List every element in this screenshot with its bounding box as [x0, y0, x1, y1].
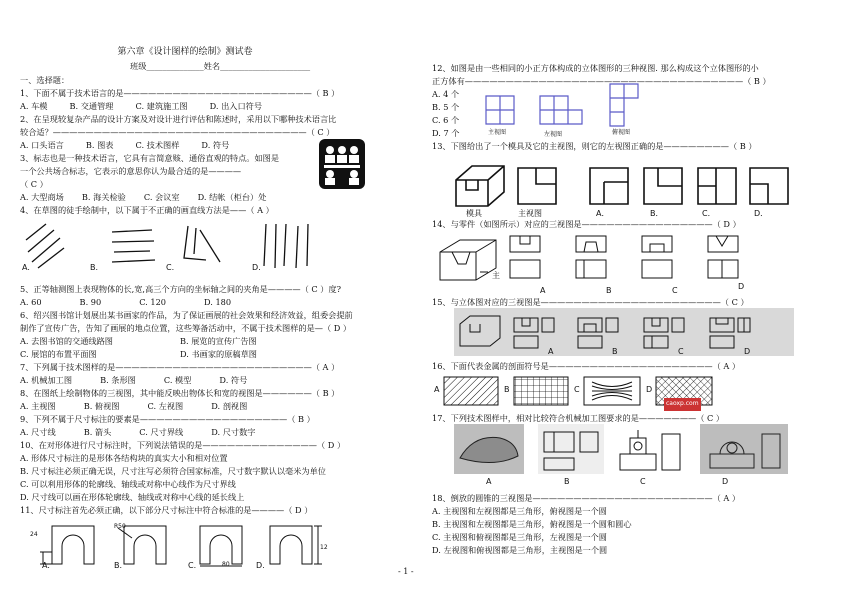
q15-label-c: C: [678, 347, 684, 356]
page-title: 第六章《设计图样的绘制》测试卷: [117, 47, 253, 57]
q14-label-d: D: [738, 282, 745, 291]
q2-options: [20, 139, 229, 152]
q16-watermark: caoxp.com: [664, 398, 701, 411]
question-17: 17、下列技术图样中，相对比较符合机械加工图要求的是———————（ C ）: [432, 413, 725, 423]
question-10: 10、在对形体进行尺寸标注时，下列说法错误的是——————————————（ D ）: [20, 440, 346, 450]
q18-option-d: D. 左视图和俯视图都是三角形，主视图是一个圆: [432, 545, 608, 555]
q5-option-d: D. 180: [204, 297, 232, 307]
q4-label-b: B.: [90, 263, 99, 272]
q4-sketch-figures: [20, 218, 340, 276]
q7-option-d: D. 符号: [219, 375, 248, 385]
q5-option-a: A. 60: [20, 297, 42, 307]
q1-option-c: C. 建筑施工图: [135, 101, 188, 111]
q1-option-a: A. 车模: [20, 101, 48, 111]
q13-option-c: [698, 168, 736, 204]
q10-option-c: C. 可以利用形体的轮廓线、轴线或对称中心线作为尺寸界线: [20, 479, 236, 489]
q11-figure-c: [200, 526, 242, 564]
q9-option-c: C. 尺寸界线: [139, 427, 184, 437]
q8-option-a: A. 主视图: [20, 401, 56, 411]
q7-option-a: A. 机械加工图: [20, 375, 73, 385]
q12-side-view: [540, 96, 582, 124]
q15-label-b: B: [612, 347, 618, 356]
q16-label-c: C: [574, 385, 580, 394]
q15-label-d: D: [744, 347, 751, 356]
q13-label-d: D．: [754, 209, 769, 218]
q16-pattern-b: [514, 377, 568, 405]
question-3-line2: 一个公共场合标志，它表示的意思你认为最合适的是————: [20, 166, 242, 176]
q12-option-d: D. 7 个: [432, 128, 460, 138]
q6-options-1: [20, 335, 257, 348]
q11-label-d: D.: [256, 561, 265, 570]
q4-figure-a: [26, 224, 64, 268]
q4-figure-b: [112, 230, 155, 262]
question-16: 16、下面代表金属的剖面符号是————————————————————（ A ）: [432, 361, 741, 371]
q1-option-d: D. 出入口符号: [209, 101, 263, 111]
q6-option-c: C. 展馆的布置平面图: [20, 349, 97, 359]
question-1: 1、下面不属于技术语言的是———————————————————————（ B ）: [20, 88, 340, 98]
question-18: 18、倒放的圆锥的三视图是——————————————————————（ A ）: [432, 493, 741, 503]
question-8: 8、在图纸上绘制物体的三视图，其中能反映出物体长和宽的视图是——————（ B ）: [20, 388, 340, 398]
q11-figure-a: [52, 526, 94, 564]
q9-option-d: D. 尺寸数字: [211, 427, 256, 437]
q17-label-d: D: [722, 477, 729, 486]
question-6-line1: 6、绍兴图书馆计划展出某书画家的作品，为了保证画展的社会效果和经济效益，组委会提前: [20, 310, 353, 320]
q11-dim-a: 24: [30, 531, 38, 538]
question-3-line3: （ C ）: [20, 179, 48, 189]
q5-option-b: B. 90: [79, 297, 102, 307]
q13-label-front: 主视图: [518, 209, 542, 218]
q8-option-c: C. 左视图: [147, 401, 184, 411]
q12-option-b: B. 5 个: [432, 102, 460, 112]
q14-option-b: [576, 236, 606, 278]
q14-part: [440, 240, 496, 280]
q7-options: [20, 374, 247, 387]
q11-figure-b: [124, 526, 166, 564]
q18-option-c: C. 主视图和俯视图都是三角形，左视图是一个圆: [432, 532, 607, 542]
q8-option-b: B. 俯视图: [83, 401, 120, 411]
q11-dimension-figures: [32, 516, 332, 568]
q12-label-top: 俯视图: [612, 129, 631, 136]
q3-option-c: C. 会议室: [143, 192, 180, 202]
q16-label-a: A: [434, 385, 440, 394]
question-5: 5、正等轴测图上表现物体的长,宽,高三个方向的坐标轴之间的夹角是————（ C ）度?: [20, 284, 342, 294]
q3-option-a: A. 大型商场: [20, 192, 64, 202]
q6-options-2: [20, 348, 257, 361]
q12-option-a: A. 4 个: [432, 89, 460, 99]
q13-label-c: C．: [702, 209, 716, 218]
q11-dim-d: 12: [320, 544, 328, 551]
q4-label-d: D.: [252, 263, 261, 272]
q18-option-a: A. 主视图和左视图都是三角形，俯视图是一个圆: [432, 506, 607, 516]
q12-top-view: [610, 84, 638, 126]
q11-label-b: B.: [114, 561, 123, 570]
q14-label-a: A: [540, 286, 546, 295]
q10-option-b: B. 尺寸标注必须正确无误，尺寸注写必须符合国家标准，尺寸数字默认以毫米为单位: [20, 466, 326, 476]
q14-label-c: C: [672, 286, 678, 295]
q4-label-a: A.: [22, 263, 30, 272]
q8-options: [20, 400, 247, 413]
q11-dim-c: 80: [222, 561, 230, 568]
q7-option-b: B. 条形图: [100, 375, 136, 385]
q5-option-c: C. 120: [139, 297, 166, 307]
q6-option-b: B. 展览的宣传广告图: [180, 336, 257, 346]
q2-option-b: B. 图表: [85, 140, 114, 150]
question-2-line1: 2、在呈现较复杂产品的设计方案及对设计进行评估和陈述时，采用以下哪种技术语言比: [20, 114, 337, 124]
q1-option-b: B. 交通管理: [69, 101, 114, 111]
q14-option-a: [510, 236, 540, 278]
question-11: 11、尺寸标注首先必须正确，以下部分尺寸标注中符合标准的是————（ D ）: [20, 505, 313, 515]
q12-option-c: C. 6 个: [432, 115, 460, 125]
q16-label-b: B: [504, 385, 510, 394]
q13-label-a: A．: [596, 209, 610, 218]
q9-option-a: A. 尺寸线: [20, 427, 56, 437]
q11-label-a: A.: [42, 561, 50, 570]
q2-option-c: C. 技术图样: [135, 140, 180, 150]
q4-figure-c: [184, 226, 220, 262]
q14-main-mark: 主: [492, 271, 500, 280]
question-12-line2: 正方体有——————————————————————————————————（ B ）: [432, 76, 771, 86]
q18-option-b: B. 主视图和左视图都是三角形，俯视图是一个圆和圆心: [432, 519, 632, 529]
q5-options: [20, 296, 231, 309]
q13-label-mold: 模具: [466, 209, 482, 218]
q14-option-d: [708, 236, 738, 278]
q13-label-b: B．: [650, 209, 664, 218]
q11-dim-b: R50: [114, 523, 126, 530]
q3-options: [20, 191, 266, 204]
q13-option-a: [590, 168, 628, 204]
q15-figures: [454, 308, 794, 356]
question-13: 13、下图给出了一个模具及它的主视图，则它的左视图正确的是————————（ B ）: [432, 141, 757, 151]
q4-label-c: C.: [166, 263, 175, 272]
q16-pattern-c: [584, 377, 640, 405]
q13-front-view: [518, 168, 556, 204]
q17-label-c: C: [640, 477, 646, 486]
q4-figure-d: [264, 224, 308, 268]
q13-mold: [456, 166, 504, 206]
q11-figure-d: [270, 526, 312, 564]
question-6-line2: 制作了宣传广告，告知了画展的地点位置，这些筹备活动中，不属于技术图样的是—（ D ）: [20, 323, 352, 333]
question-2-line2: 较合适？———————————————————————————————（ C ）: [20, 127, 335, 137]
q2-option-d: D. 符号: [201, 140, 230, 150]
q3-option-b: B. 海关检验: [81, 192, 126, 202]
question-3-line1: 3、标志也是一种技术语言，它具有言简意赅、通俗直观的特点。如图是: [20, 153, 280, 163]
question-4: 4、在草图的徒手绘制中，以下属于不正确的画直线方法是——（ A ）: [20, 205, 274, 215]
question-7: 7、下列属于技术图样的是————————————————————————（ A ）: [20, 362, 340, 372]
q6-option-d: D. 书画家的原稿草图: [180, 349, 257, 359]
q17-figure-a: [454, 424, 524, 474]
q11-label-c: C.: [188, 561, 197, 570]
q13-option-d: [750, 168, 788, 204]
q9-option-b: B. 箭头: [83, 427, 112, 437]
q17-label-a: A: [486, 477, 492, 486]
question-15: 15、与立体图对应的三视图是——————————————————————（ C ）: [432, 297, 749, 307]
q1-options: [20, 100, 262, 113]
q3-option-d: D. 结帐（柜台）处: [197, 192, 267, 202]
page-number: - 1 -: [398, 567, 414, 576]
student-info: 班级______________姓名______________________: [130, 61, 311, 71]
meeting-room-sign-icon: [318, 138, 366, 190]
q7-option-c: C. 模型: [163, 375, 192, 385]
q17-label-b: B: [564, 477, 570, 486]
section-heading: 一、选择题：: [20, 75, 70, 85]
q17-figure-c: [620, 430, 680, 470]
question-14: 14、与零件（如图所示）对应的三视图是————————————————（ D ）: [432, 219, 741, 229]
q2-option-a: A. 口头语言: [20, 140, 64, 150]
q10-option-a: A. 形体尺寸标注的是形体各结构块的真实大小和相对位置: [20, 453, 228, 463]
q10-option-d: D. 尺寸线可以画在形体轮廓线、轴线或对称中心线的延长线上: [20, 492, 245, 502]
q17-figure-b: [538, 424, 604, 474]
q12-label-side: 左视图: [544, 131, 563, 138]
q14-figures: [436, 232, 776, 290]
q13-figures: [452, 154, 792, 210]
q12-three-views: [482, 82, 662, 134]
q17-figures: [454, 424, 794, 474]
q9-options: [20, 426, 255, 439]
q14-option-c: [642, 236, 672, 278]
q15-label-a: A: [548, 347, 554, 356]
q12-front-view: [486, 96, 514, 124]
q13-option-b: [644, 168, 682, 204]
q17-figure-d: [700, 424, 788, 474]
question-12-line1: 12、如图是由一些相同的小正方体构成的立体图形的三种视图. 那么构成这个立体图形的小: [432, 63, 759, 73]
q12-label-front: 主视图: [488, 129, 507, 136]
q16-pattern-a: [444, 377, 498, 405]
question-9: 9、下列不属于尺寸标注的要素是——————————————————（ B ）: [20, 414, 315, 424]
q8-option-d: D. 剖视图: [211, 401, 248, 411]
q16-label-d: D: [646, 385, 653, 394]
q6-option-a: A. 去图书馆的交通线路图: [20, 336, 113, 346]
q14-label-b: B: [606, 286, 612, 295]
